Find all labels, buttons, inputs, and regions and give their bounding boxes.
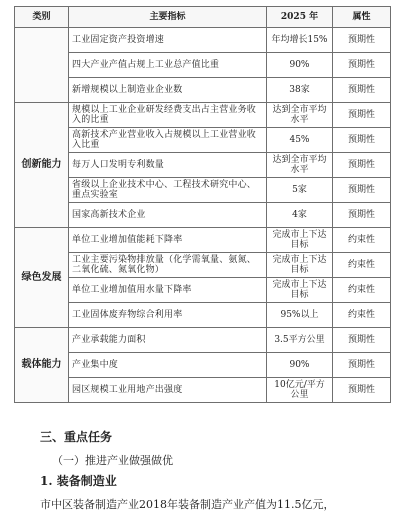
- table-row: [15, 128, 391, 153]
- value-cell: 年均增长15%: [267, 28, 333, 53]
- indicator-cell: 工业固体废弃物综合利用率: [69, 303, 267, 328]
- attribute-cell: 预期性: [333, 53, 391, 78]
- header-year: 2025 年: [267, 7, 333, 28]
- indicator-cell: 产业承载能力面积: [69, 328, 267, 353]
- indicator-cell: 高新技术产业营业收入占规模以上工业营业收入比重: [69, 128, 267, 153]
- attribute-cell: 约束性: [333, 278, 391, 303]
- attribute-cell: 预期性: [333, 128, 391, 153]
- value-cell: 90%: [267, 53, 333, 78]
- category-cell: 创新能力: [15, 103, 69, 228]
- attribute-cell: 预期性: [333, 103, 391, 128]
- value-cell: 完成市上下达目标: [267, 228, 333, 253]
- value-cell: 3.5平方公里: [267, 328, 333, 353]
- attribute-cell: 预期性: [333, 28, 391, 53]
- indicator-cell: 每万人口发明专利数量: [69, 153, 267, 178]
- table-row: [15, 78, 391, 103]
- table-row: [15, 203, 391, 228]
- table-row: [15, 353, 391, 378]
- attribute-cell: 预期性: [333, 328, 391, 353]
- indicator-cell: 新增规模以上制造业企业数: [69, 78, 267, 103]
- table-header-row: [15, 7, 391, 28]
- subsubsection-heading: 1. 装备制造业: [40, 474, 117, 488]
- header-indicator: 主要指标: [69, 7, 267, 28]
- attribute-cell: 预期性: [333, 353, 391, 378]
- table-row: [15, 328, 391, 353]
- attribute-cell: 预期性: [333, 203, 391, 228]
- table-row: [15, 228, 391, 253]
- indicator-table: [14, 6, 391, 403]
- table-row: [15, 103, 391, 128]
- attribute-cell: 预期性: [333, 153, 391, 178]
- indicator-cell: 国家高新技术企业: [69, 203, 267, 228]
- table-row: [15, 28, 391, 53]
- attribute-cell: 约束性: [333, 228, 391, 253]
- table-row: [15, 53, 391, 78]
- attribute-cell: 约束性: [333, 253, 391, 278]
- category-cell: 载体能力: [15, 328, 69, 403]
- indicator-cell: 单位工业增加值能耗下降率: [69, 228, 267, 253]
- value-cell: 95%以上: [267, 303, 333, 328]
- header-attribute: 属性: [333, 7, 391, 28]
- indicator-cell: 工业主要污染物排放量（化学需氧量、氨氮、二氧化硫、氮氧化物）: [69, 253, 267, 278]
- indicator-cell: 单位工业增加值用水量下降率: [69, 278, 267, 303]
- value-cell: 4家: [267, 203, 333, 228]
- section-heading: 三、重点任务: [40, 430, 113, 444]
- header-category: 类别: [15, 7, 69, 28]
- category-cell: [15, 28, 69, 103]
- value-cell: 90%: [267, 353, 333, 378]
- value-cell: 5家: [267, 178, 333, 203]
- table-row: [15, 253, 391, 278]
- indicator-cell: 园区规模工业用地产出强度: [69, 378, 267, 403]
- category-cell: 绿色发展: [15, 228, 69, 328]
- attribute-cell: 预期性: [333, 78, 391, 103]
- attribute-cell: 预期性: [333, 378, 391, 403]
- value-cell: 38家: [267, 78, 333, 103]
- indicator-cell: 产业集中度: [69, 353, 267, 378]
- value-cell: 达到全市平均水平: [267, 153, 333, 178]
- indicator-cell: 规模以上工业企业研发经费支出占主营业务收入的比重: [69, 103, 267, 128]
- attribute-cell: 约束性: [333, 303, 391, 328]
- body-paragraph: 市中区装备制造产业2018年装备制造产业产值为11.5亿元，: [40, 498, 335, 511]
- table-row: [15, 153, 391, 178]
- value-cell: 完成市上下达目标: [267, 253, 333, 278]
- value-cell: 完成市上下达目标: [267, 278, 333, 303]
- value-cell: 达到全市平均水平: [267, 103, 333, 128]
- value-cell: 45%: [267, 128, 333, 153]
- table-row: [15, 178, 391, 203]
- value-cell: 10亿元/平方公里: [267, 378, 333, 403]
- indicator-cell: 四大产业产值占规上工业总产值比重: [69, 53, 267, 78]
- table-row: [15, 303, 391, 328]
- subsection-heading: （一）推进产业做强做优: [52, 454, 173, 467]
- indicator-cell: 省级以上企业技术中心、工程技术研究中心、重点实验室: [69, 178, 267, 203]
- attribute-cell: 预期性: [333, 178, 391, 203]
- indicator-cell: 工业固定资产投资增速: [69, 28, 267, 53]
- table-row: [15, 278, 391, 303]
- table-row: [15, 378, 391, 403]
